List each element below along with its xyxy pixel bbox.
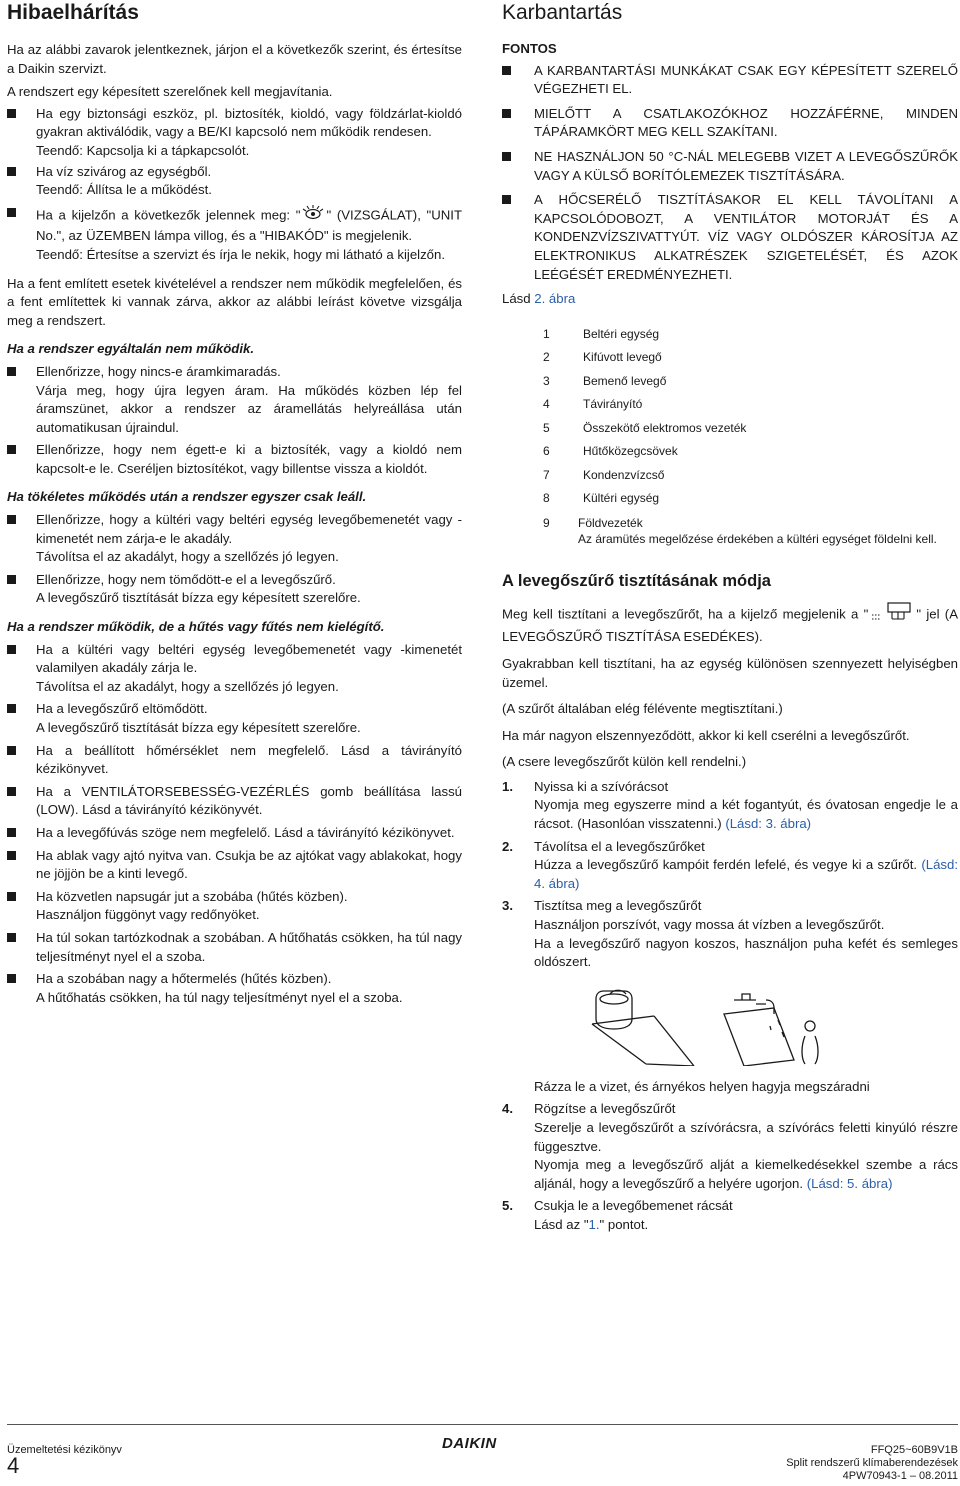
power-failure-item: Ellenőrizze, hogy nincs-e áramkimaradás. Várja meg, hogy újra legyen áram. Ha működés közben lép fel áramszünet, akkor a rendszer az áramellátás helyreállása után automatikusan újraindul. [7, 363, 462, 437]
step-5: 5. Csukja le a levegőbemenet rácsát Lásd az "1." pontot. [502, 1198, 733, 1232]
legend-item: 9 Földvezeték Az áramütés megelőzése érdekében a kültéri egységet földelni kell. [543, 511, 958, 547]
inspection-eye-icon [300, 204, 326, 228]
half-year-paragraph: (A szűrőt általában elég félévente megtisztítani.) [502, 701, 783, 717]
warning-list [502, 62, 958, 285]
check-paragraph: Ha a fent említett esetek kivételével a rendszer nem működik megfelelően, és a fent említettek ki vannak zárva, akkor az alábbi leírást követve vizsgálja meg a rendszert. [7, 275, 462, 328]
see-figure: Lásd 2. ábra [502, 291, 576, 307]
legend-item: 3 Bemenő levegő [543, 373, 667, 388]
filter-clogged-item: Ellenőrizze, hogy nem tömődött-e el a levegőszűrő. A levegőszűrő tisztítását bízza egy képesített szerelőre. [7, 571, 462, 608]
step-1-link[interactable]: 1. [588, 1216, 600, 1232]
step-1: 1. Nyissa ki a szívórácsot Nyomja meg egyszerre mind a két fogantyút, és óvatosan engedje le a rácsot. (Hasonlóan visszatenni.) (Lásd: 3. ábra) [502, 778, 958, 832]
airflow-angle-item: Ha a levegőfúvás szöge nem megfelelő. Lásd a távirányító kézikönyvet. [7, 824, 462, 843]
grounding-note: Az áramütés megelőzése érdekében a kültéri egységet földelni kell. [578, 531, 937, 546]
subheading-poor-performance: Ha a rendszer működik, de a hűtés vagy fűtés nem kielégítő. [7, 619, 385, 635]
product-line: Split rendszerű klímaberendezések [786, 1457, 958, 1469]
page-number: 4 [7, 1453, 20, 1478]
obstruction-item: Ellenőrizze, hogy a kültéri vagy beltéri egység levegőbemenetét vagy -kimenetét nem zárja-e le akadály. Távolítsa el az akadályt, hogy a szellőzés jó legyen. [7, 511, 462, 567]
legend-item: 5 Összekötő elektromos vezeték [543, 420, 747, 435]
fuse-item: Ellenőrizze, hogy nem égett-e ki a biztosíték, vagy a kioldó nem kapcsolt-e le. Cseréljen biztosítékot, vagy billentse vissza a kioldót. [7, 441, 462, 478]
legend-item: 1 Beltéri egység [543, 326, 660, 341]
figure-3-link[interactable]: (Lásd: 3. ábra) [725, 816, 812, 832]
dirty-filter-item: Ha a levegőszűrő eltömődött. A levegőszűrő tisztítását bízza egy képesített szerelőre. [7, 700, 462, 737]
page-footer [7, 1424, 958, 1480]
manual-name: Üzemeltetési kézikönyv [7, 1444, 122, 1456]
legend-item: 2 Kifúvott levegő [543, 350, 662, 365]
maintenance-title: Karbantartás [502, 1, 623, 24]
crowded-room-item: Ha túl sokan tartózkodnak a szobában. A hűtőhatás csökken, ha túl nagy teljesítményt nyel el a szoba. [7, 929, 462, 966]
step-2: 2. Távolítsa el a levegőszűrőket Húzza a levegőszűrő kampóit ferdén lefelé, és vegye ki a szűrőt. (Lásd: 4. ábra) [502, 838, 958, 891]
legend-item: 4 Távirányító [543, 397, 643, 412]
intro-paragraph: Ha az alábbi zavarok jelentkeznek, járjon el a következők szerint, és értesítse a Daikin szervizt. [7, 42, 462, 76]
temperature-item: Ha a beállított hőmérséklet nem megfelelő. Lásd a távirányító kézikönyvet. [7, 742, 462, 779]
open-window-item: Ha ablak vagy ajtó nyitva van. Csukja be az ajtókat vagy ablakokat, hogy ne jöjjön be a kinti levegő. [7, 847, 462, 884]
illustration-caption: Rázza le a vizet, és árnyékos helyen hagyja megszáradni [534, 1078, 870, 1094]
cleaning-illustration [574, 986, 874, 1066]
figure-legend [543, 323, 958, 547]
legend-item: 7 Kondenzvízcső [543, 467, 665, 482]
intro-note: A rendszert egy képesített szerelőnek kell megjavítania. [7, 84, 333, 100]
filter-cleaning-heading: A levegőszűrő tisztításának módja [502, 571, 771, 590]
daikin-logo: DAIKIN [442, 1435, 497, 1452]
legend-item: 6 Hűtőközegcsövek [543, 444, 678, 459]
inlet-blocked-item: Ha a kültéri vagy beltéri egység levegőbemenetét vagy -kimenetét valamilyen akadály zárja le. Távolítsa el az akadályt, hogy a szellőzés jó legyen. [7, 641, 462, 697]
filter-sign-paragraph: Meg kell tisztítani a levegőszűrőt, ha a kijelző megjelenik a " " jel (A LEVEGŐSZŰRŐ TISZTÍTÁSA ESEDÉKES). [502, 601, 958, 647]
figure-2-link[interactable]: 2. ábra [534, 291, 576, 307]
order-paragraph: (A csere levegőszűrőt külön kell rendelni.) [502, 754, 747, 770]
heat-load-item: Ha a szobában nagy a hőtermelés (hűtés közben). A hűtőhatás csökken, ha túl nagy teljesítményt nyel el a szoba. [7, 970, 462, 1007]
subheading-stops: Ha tökéletes működés után a rendszer egyszer csak leáll. [7, 489, 367, 505]
fan-speed-item: Ha a VENTILÁTORSEBESSÉG-VEZÉRLÉS gomb beállítása lassú (LOW). Lásd a távirányító kézikönyvét. [7, 783, 462, 820]
figure-4-link[interactable]: (Lásd: 4. ábra) [534, 857, 958, 891]
warning-water-temp: NE HASZNÁLJON 50 °C-NÁL MELEGEBB VIZET A LEVEGŐSZŰRŐK VAGY A KÜLSŐ BORÍTÓLEMEZEK TISZTÍTÁSÁRA. [502, 148, 958, 185]
dirty-room-paragraph: Gyakrabban kell tisztítani, ha az egység különösen szennyezett helyiségben üzemel. [502, 655, 958, 690]
troubleshooting-title: Hibaelhárítás [7, 1, 139, 24]
warning-heat-exchanger: A HŐCSERÉLŐ TISZTÍTÁSAKOR EL KELL TÁVOLÍTANI A KAPCSOLÓDOBOZT, A VENTILÁTOR MOTORJÁT ÉS A KONDENZVÍZSZIVATTYÚT. VÍZ VAGY OLDÓSZER KÁROSÍTJA AZ ELEKTRONIKUS ALKATRÉSZEK SZIGETELÉSÉT, ÉS AZOK LEÉGÉSÉT EREDMÉNYEZHETI. [502, 191, 958, 284]
warning-power: MIELŐTT A CSATLAKOZÓKHOZ HOZZÁFÉRNE, MINDEN TÁPÁRAMKÖRT MEG KELL SZAKÍTANI. [502, 105, 958, 142]
subheading-not-working: Ha a rendszer egyáltalán nem működik. [7, 341, 254, 357]
troubleshooting-column [7, 0, 462, 1007]
model-code: FFQ25~60B9V1B [870, 1444, 958, 1456]
warning-qualified: A KARBANTARTÁSI MUNKÁKAT CSAK EGY KÉPESÍTETT SZERELŐ VÉGEZHETI EL. [502, 62, 958, 99]
important-label: FONTOS [502, 41, 557, 56]
replace-paragraph: Ha már nagyon elszennyeződött, akkor ki kell cserélni a levegőszűrőt. [502, 727, 910, 743]
document-code: 4PW70943-1 – 08.2011 [842, 1470, 958, 1482]
step-4: 4. Rögzítse a levegőszűrőt Szerelje a levegőszűrőt a szívórácsra, a szívórács feletti kinyúló részre függesztve. Nyomja meg a levegőszűrő alját a kiemelkedésekkel szembe a rács aljánál, hogy a levegőszűrő a helyére ugorjon. (Lásd: 5. ábra) [502, 1101, 958, 1191]
safety-device-item: Ha egy biztonsági eszköz, pl. biztosíték, kioldó, vagy földzárlat-kioldó gyakran aktiválódik, vagy a BE/KI kapcsoló nem működik rendesen. Teendő: Kapcsolja ki a tápkapcsolót. [7, 105, 462, 161]
legend-item: 8 Kültéri egység [543, 491, 660, 506]
water-leak-item: Ha víz szivárog az egységből. Teendő: Állítsa le a működést. [7, 163, 462, 200]
maintenance-column [502, 0, 958, 1235]
sunlight-item: Ha közvetlen napsugár jut a szobába (hűtés közben). Használjon függönyt vagy redőnyöket. [7, 888, 462, 925]
figure-5-link[interactable]: (Lásd: 5. ábra) [806, 1175, 893, 1191]
display-error-item: Ha a kijelzőn a következők jelennek meg: " " (VIZSGÁLAT), "UNIT No.", az ÜZEMBEN lámpa villog, és a "HIBAKÓD" is megjelenik. Teendő: Értesítse a szervizt és írja le nekik, hogy mi látható a kijelzőn. [7, 204, 462, 265]
filter-sign-icon [868, 601, 916, 629]
step-3: 3. Tisztítsa meg a levegőszűrőt Használjon porszívót, vagy mossa át vízben a levegőszűrőt. Ha a levegőszűrő nagyon koszos, használjon puha kefét és semleges oldószert. [502, 898, 958, 970]
